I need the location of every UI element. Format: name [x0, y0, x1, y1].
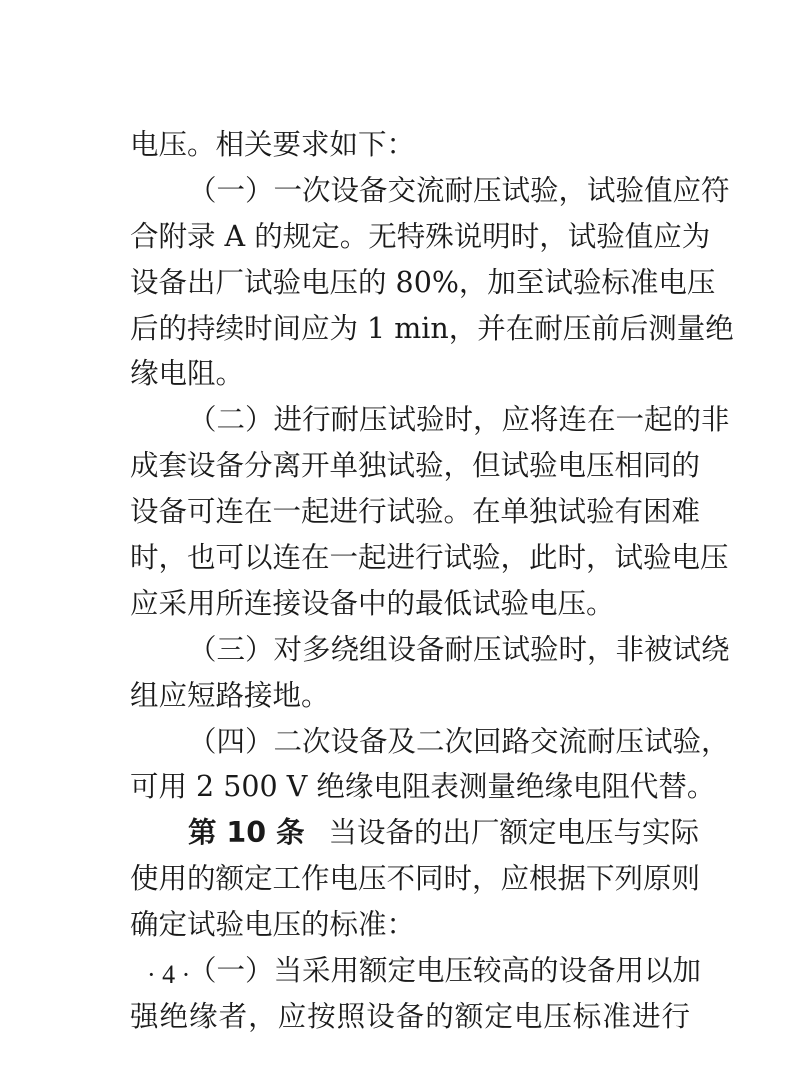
text-line: 合附录 A 的规定。无特殊说明时，试验值应为	[130, 219, 711, 253]
text-line: （二）进行耐压试验时，应将连在一起的非	[188, 403, 730, 437]
article-heading-line	[130, 810, 700, 856]
text-line: （一）一次设备交流耐压试验，试验值应符	[188, 173, 730, 207]
text-line: 后的持续时间应为 1 min，并在耐压前后测量绝	[130, 311, 734, 345]
text-line: 电压。相关要求如下：	[130, 128, 416, 161]
text-line: 应采用所连接设备中的最低试验电压。	[130, 586, 615, 620]
text-line: 可用 2 500 V 绝缘电阻表测量绝缘电阻代替。	[130, 770, 716, 804]
document-body	[130, 122, 734, 1040]
text-line: （四）二次设备及二次回路交流耐压试验，	[188, 724, 730, 758]
page-number: · 4 ·	[147, 960, 191, 989]
text-line: 成套设备分离开单独试验，但试验电压相同的	[130, 449, 701, 483]
text-line: 组应短路接地。	[130, 678, 330, 712]
text-line: 设备可连在一起进行试验。在单独试验有困难	[130, 495, 701, 529]
article-number: 第 10 条	[188, 816, 305, 850]
text-line: （一）当采用额定电压较高的设备用以加	[188, 954, 702, 988]
text-line: 当设备的出厂额定电压与实际	[328, 816, 700, 850]
text-line: 确定试验电压的标准：	[130, 908, 416, 942]
text-line: 设备出厂试验电压的 80%，加至试验标准电压	[130, 265, 716, 299]
text-line: 时，也可以连在一起进行试验，此时，试验电压	[130, 541, 729, 575]
text-line: 使用的额定工作电压不同时，应根据下列原则	[130, 862, 701, 896]
text-line: （三）对多绕组设备耐压试验时，非被试绕	[188, 632, 730, 666]
text-line: 缘电阻。	[130, 357, 245, 391]
text-line: 强绝缘者，应按照设备的额定电压标准进行	[130, 999, 690, 1033]
